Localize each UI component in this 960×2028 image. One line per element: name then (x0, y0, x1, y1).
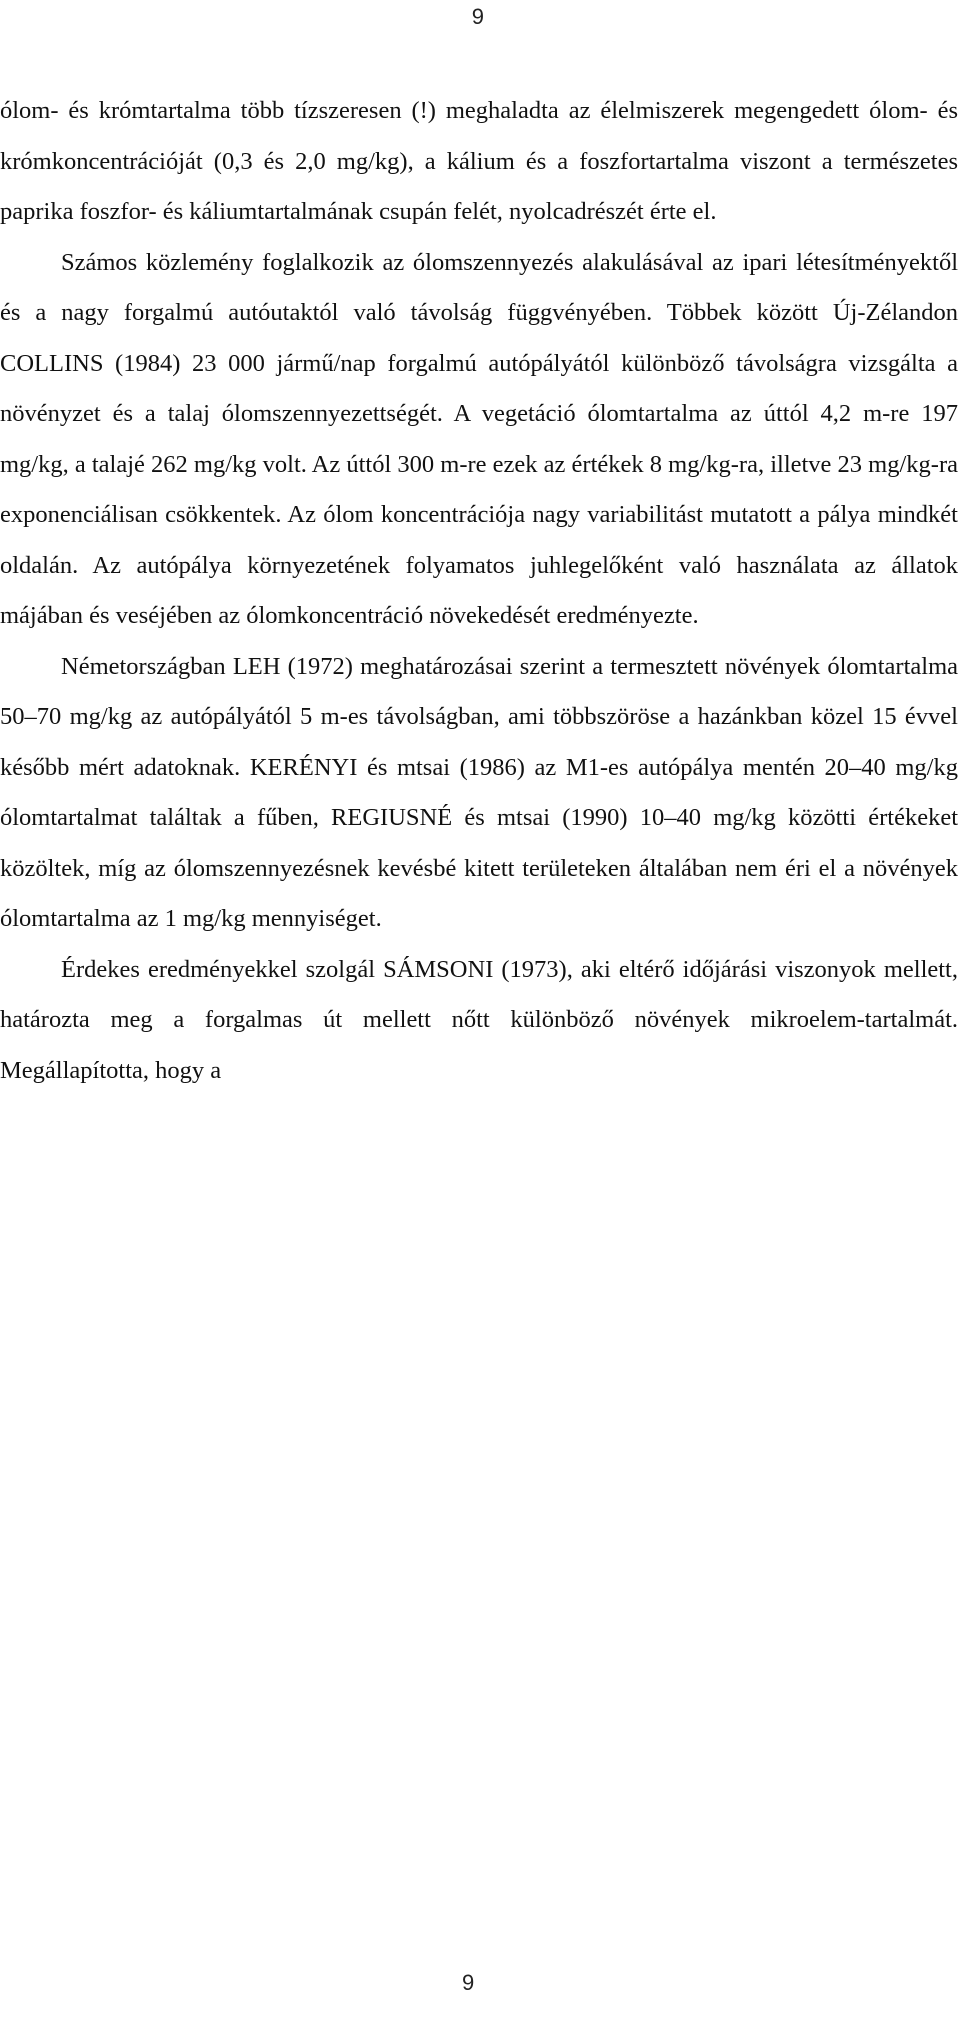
paragraph-samsoni: Érdekes eredményekkel szolgál SÁMSONI (1973), aki eltérő időjárási viszonyok mellett, határozta meg a forgalmas út mellett nőtt különböző növények mikroelem-tartalmát. Megállapította, hogy a (0, 955, 958, 1084)
page-number-top: 9 (471, 4, 484, 29)
paragraph-collins: Számos közlemény foglalkozik az ólomszennyezés alakulásával az ipari létesítményektől és a nagy forgalmú autóutaktól való távolság függvényében. Többek között Új-Zélandon COLLINS (1984) 23 000 jármű/nap forgalmú autópályától különböző távolságra vizsgálta a növényzet és a talaj ólomszennyezettségét. A vegetáció ólomtartalma az úttól 4,2 m-re 197 mg/kg, a talajé 262 mg/kg volt. Az úttól 300 m-re ezek az értékek 8 mg/kg-ra, illetve 23 mg/kg-ra exponenciálisan csökkentek. Az ólom koncentrációja nagy variabilitást mutatott a pálya mindkét oldalán. Az autópálya környezetének folyamatos juhlegelőként való használata az állatok májában és veséjében az ólomkoncentráció növekedését eredményezte. (0, 248, 958, 629)
document-body (0, 86, 958, 1096)
paragraph-continuation: ólom- és krómtartalma több tízszeresen (!) meghaladta az élelmiszerek megengedett ólom- és krómkoncentrációját (0,3 és 2,0 mg/kg), a kálium és a foszfortartalma viszont a természetes paprika foszfor- és káliumtartalmának csupán felét, nyolcadrészét érte el. (0, 97, 958, 225)
page-number-bottom: 9 (462, 1970, 475, 1995)
paragraph-leh: Németországban LEH (1972) meghatározásai szerint a termesztett növények ólomtartalma 50–70 mg/kg az autópályától 5 m-es távolságban, ami többszöröse a hazánkban közel 15 évvel később mért adatoknak. KERÉNYI és mtsai (1986) az M1-es autópálya mentén 20–40 mg/kg ólomtartalmat találtak a fűben, REGIUSNÉ és mtsai (1990) 10–40 mg/kg közötti értékeket közöltek, míg az ólomszennyezésnek kevésbé kitett területeken általában nem éri el a növények ólomtartalma az 1 mg/kg mennyiséget. (0, 652, 958, 932)
